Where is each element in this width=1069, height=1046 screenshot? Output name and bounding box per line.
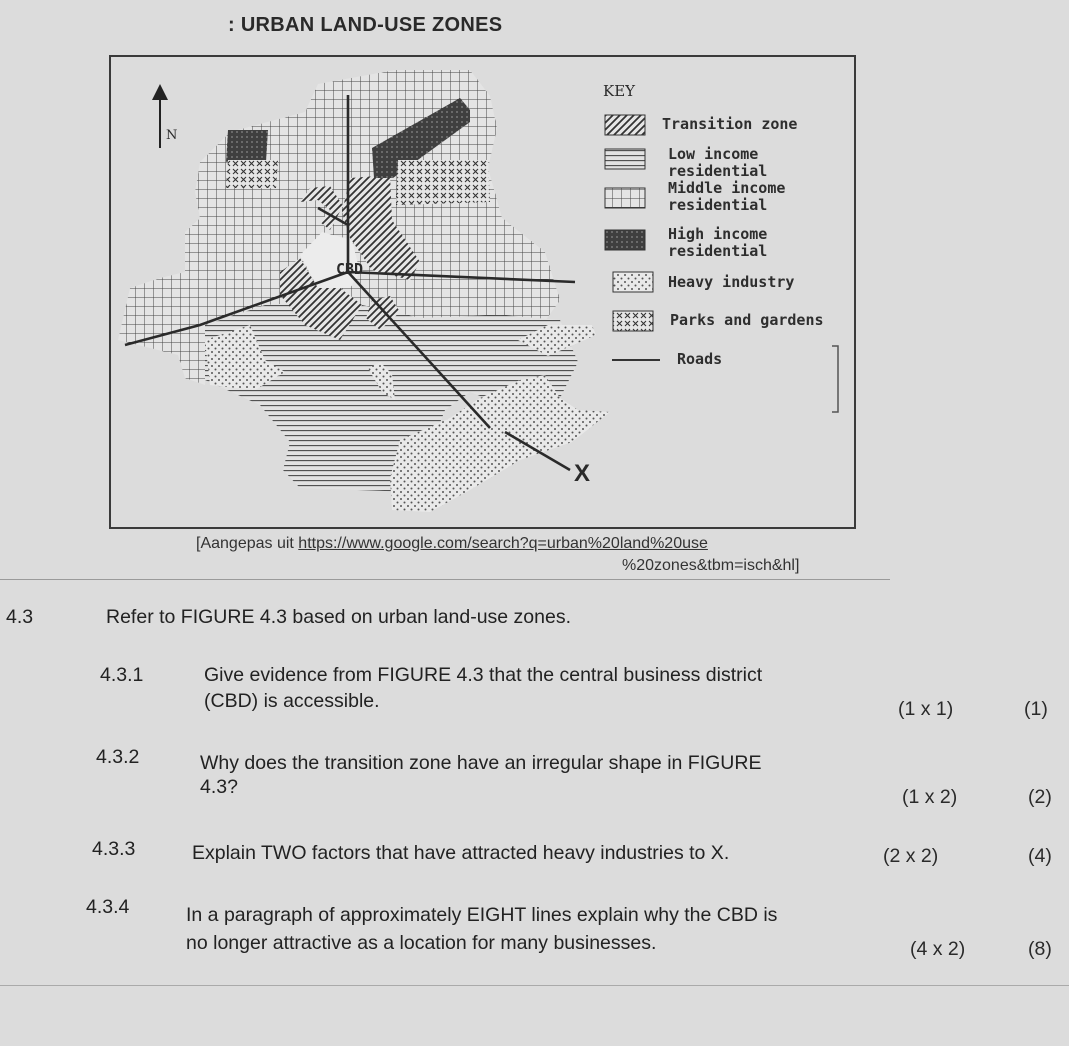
key-roads: Roads	[677, 350, 723, 368]
source-link[interactable]: https://www.google.com/search?q=urban%20land%20use	[298, 535, 708, 552]
question-intro: Refer to FIGURE 4.3 based on urban land-use zones.	[106, 606, 572, 628]
low-income-swatch	[605, 149, 645, 169]
divider	[0, 579, 890, 580]
q-4-3-4-calc: (4 x 2)	[910, 938, 966, 960]
parks-area	[396, 160, 490, 205]
cbd-label: CBD	[336, 260, 364, 278]
q-4-3-2-number: 4.3.2	[96, 746, 140, 768]
key-low-income: Low income residential	[668, 145, 768, 180]
q-4-3-3-line1: Explain TWO factors that have attracted heavy industries to X.	[192, 842, 730, 864]
q-4-3-3-marks: (4)	[1028, 845, 1052, 867]
figure-title: : URBAN LAND-USE ZONES	[228, 14, 503, 36]
bracket	[832, 346, 838, 412]
source-citation	[196, 535, 708, 553]
x-label: X	[574, 460, 591, 487]
q-4-3-4-line1: In a paragraph of approximately EIGHT lines explain why the CBD is	[186, 904, 778, 926]
q-4-3-1-calc: (1 x 1)	[898, 698, 954, 720]
north-label: N	[166, 128, 178, 143]
source-prefix: [Aangepas uit	[196, 535, 299, 552]
key-parks: Parks and gardens	[670, 311, 824, 329]
q-4-3-2-line1: Why does the transition zone have an irregular shape in FIGURE	[200, 752, 762, 774]
q-4-3-1-marks: (1)	[1024, 698, 1048, 720]
key-title: KEY	[603, 82, 636, 100]
key-middle-income: Middle income residential	[668, 179, 786, 214]
key-heavy-industry: Heavy industry	[668, 273, 795, 291]
parks-swatch	[613, 311, 653, 331]
middle-income-swatch	[605, 188, 645, 208]
q-4-3-1-line1: Give evidence from FIGURE 4.3 that the central business district	[204, 664, 763, 686]
q-4-3-4-number: 4.3.4	[86, 896, 130, 918]
q-4-3-2-calc: (1 x 2)	[902, 786, 958, 808]
source-link-continued[interactable]: %20zones&tbm=isch&hl]	[622, 557, 800, 574]
bottom-divider	[0, 985, 1069, 986]
high-income-swatch	[605, 230, 645, 250]
q-4-3-3-number: 4.3.3	[92, 838, 136, 860]
heavy-industry-swatch	[613, 272, 653, 292]
transition-swatch	[605, 115, 645, 135]
high-income-area	[226, 130, 268, 162]
key-high-income: High income residential	[668, 225, 768, 260]
q-4-3-4-marks: (8)	[1028, 938, 1052, 960]
q-4-3-4-line2: no longer attractive as a location for many businesses.	[186, 932, 657, 954]
question-number: 4.3	[6, 606, 34, 628]
key-transition: Transition zone	[662, 115, 798, 133]
q-4-3-2-line2: 4.3?	[200, 776, 238, 798]
q-4-3-2-marks: (2)	[1028, 786, 1052, 808]
q-4-3-3-calc: (2 x 2)	[883, 845, 939, 867]
q-4-3-1-line2: (CBD) is accessible.	[204, 690, 380, 712]
parks-area	[226, 160, 278, 188]
q-4-3-1-number: 4.3.1	[100, 664, 144, 686]
